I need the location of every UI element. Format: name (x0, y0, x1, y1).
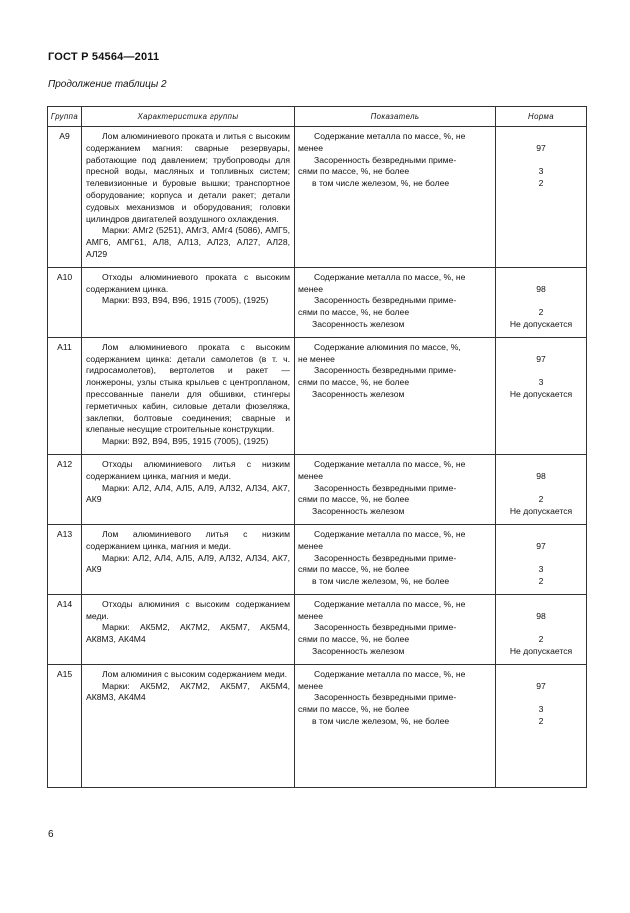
indicator-line: менее (298, 610, 323, 621)
group-description: Лом алюминия с высоким содержанием меди. (102, 668, 288, 679)
indicator-line: Засоренность безвредными приме- (314, 482, 457, 493)
norm-value: 3 (538, 564, 544, 575)
indicator-line: Засоренность железом (312, 506, 405, 517)
table-header-row (48, 107, 587, 127)
characteristic-cell (82, 594, 295, 664)
indicator-line: сями по массе, %, не более (298, 494, 410, 505)
norm-spacer (496, 459, 586, 471)
table-row (48, 267, 587, 337)
indicator-line: менее (298, 283, 323, 294)
grade-list: Марки: В93, В94, В96, 1915 (7005), (1925) (102, 295, 269, 306)
grade-list: Марки: В92, В94, В95, 1915 (7005), (1925) (102, 436, 269, 447)
norm-value: 2 (538, 178, 544, 189)
group-description: Лом алюминиевого проката и литья с высоким содержанием магния: сварные резервуары, работающие под давлением; трубопроводы для пресной воды, масляных и топливных систем; телевизионные и буровые вышки; транспортное оборудование; корпуса и детали ракет; детали судовых механизмов и оборудования; головки цилиндров двигателей воздушного охлаждения. (86, 131, 290, 224)
norm-spacer (496, 553, 586, 565)
indicator-line: в том числе железом, %, не более (312, 716, 450, 727)
column-header-indicator: Показатель (295, 107, 496, 127)
norm-value: 97 (536, 353, 546, 364)
norm-cell (496, 524, 587, 594)
norm-value: 97 (536, 142, 546, 153)
norm-cell (496, 454, 587, 524)
norm-spacer (496, 622, 586, 634)
norm-value: 2 (538, 716, 544, 727)
table-row (48, 524, 587, 594)
norm-value: 2 (538, 307, 544, 318)
indicator-cell (295, 664, 496, 787)
group-cell: А9 (48, 127, 82, 268)
indicator-line: менее (298, 470, 323, 481)
characteristic-cell (82, 337, 295, 454)
norm-value: 3 (538, 704, 544, 715)
indicator-cell (295, 594, 496, 664)
indicator-line: сями по массе, %, не более (298, 166, 410, 177)
table-row (48, 454, 587, 524)
grade-list: Марки: АЛ2, АЛ4, АЛ5, АЛ9, АЛ32, АЛ34, АК7, АК9 (86, 552, 290, 575)
indicator-line: Содержание металла по массе, %, не (314, 271, 466, 282)
norm-value: 2 (538, 634, 544, 645)
norm-spacer (496, 272, 586, 284)
group-cell: А13 (48, 524, 82, 594)
indicator-line: сями по массе, %, не более (298, 564, 410, 575)
norm-cell (496, 337, 587, 454)
table-row (48, 664, 587, 787)
grade-list: Марки: АЛ2, АЛ4, АЛ5, АЛ9, АЛ32, АЛ34, АК7, АК9 (86, 482, 290, 505)
norm-spacer (496, 131, 586, 143)
indicator-cell (295, 524, 496, 594)
norm-value: 2 (538, 494, 544, 505)
norm-spacer (496, 669, 586, 681)
indicator-line: Засоренность железом (312, 318, 405, 329)
norm-value: 98 (536, 283, 546, 294)
characteristic-cell (82, 454, 295, 524)
group-cell: А14 (48, 594, 82, 664)
norm-spacer (496, 365, 586, 377)
norm-spacer (496, 155, 586, 167)
indicator-line: в том числе железом, %, не более (312, 178, 450, 189)
indicator-line: менее (298, 680, 323, 691)
norm-value: Не допускается (509, 388, 573, 399)
indicator-line: Содержание металла по массе, %, не (314, 598, 466, 609)
indicator-cell (295, 337, 496, 454)
column-header-group: Группа (48, 107, 82, 127)
norm-value: 97 (536, 540, 546, 551)
column-header-norm: Норма (496, 107, 587, 127)
table-row (48, 594, 587, 664)
materials-table (47, 106, 587, 788)
group-description: Отходы алюминиевого литья с низким содержанием цинка, магния и меди. (86, 458, 290, 481)
indicator-line: Засоренность безвредными приме- (314, 154, 457, 165)
norm-value: Не допускается (509, 318, 573, 329)
table-row (48, 337, 587, 454)
norm-cell (496, 127, 587, 268)
group-description: Лом алюминиевого литья с низким содержанием цинка, магния и меди. (86, 528, 290, 551)
characteristic-cell (82, 127, 295, 268)
document-header: ГОСТ Р 54564—2011 (48, 51, 160, 63)
norm-cell (496, 267, 587, 337)
indicator-cell (295, 127, 496, 268)
indicator-line: Засоренность безвредными приме- (314, 692, 457, 703)
indicator-line: Засоренность безвредными приме- (314, 622, 457, 633)
norm-value: 3 (538, 166, 544, 177)
norm-spacer (496, 295, 586, 307)
norm-value: 98 (536, 610, 546, 621)
indicator-line: Содержание металла по массе, %, не (314, 528, 466, 539)
indicator-line: в том числе железом, %, не более (312, 576, 450, 587)
indicator-cell (295, 454, 496, 524)
indicator-line: сями по массе, %, не более (298, 377, 410, 388)
indicator-line: Содержание металла по массе, %, не (314, 458, 466, 469)
table-row (48, 127, 587, 268)
characteristic-cell (82, 524, 295, 594)
indicator-line: Засоренность безвредными приме- (314, 552, 457, 563)
grade-list: Марки: АК5М2, АК7М2, АК5М7, АК5М4, АК8М3, АК4М4 (86, 680, 290, 703)
norm-cell (496, 664, 587, 787)
indicator-line: Засоренность железом (312, 646, 405, 657)
norm-value: 97 (536, 680, 546, 691)
norm-spacer (496, 342, 586, 354)
table-caption: Продолжение таблицы 2 (48, 79, 167, 90)
indicator-line: Засоренность железом (312, 388, 405, 399)
indicator-line: сями по массе, %, не более (298, 307, 410, 318)
grade-list: Марки: АМг2 (5251), АМг3, АМг4 (5086), АМГ5, АМГ6, АМГ61, АЛ8, АЛ13, АЛ23, АЛ27, АЛ28, АЛ29 (86, 225, 290, 259)
norm-spacer (496, 529, 586, 541)
norm-value: 3 (538, 377, 544, 388)
indicator-line: Содержание металла по массе, %, не (314, 668, 466, 679)
indicator-line: сями по массе, %, не более (298, 704, 410, 715)
norm-cell (496, 594, 587, 664)
group-description: Отходы алюминиевого проката с высоким содержанием цинка. (86, 271, 290, 294)
group-cell: А11 (48, 337, 82, 454)
indicator-line: Содержание алюминия по массе, %, (314, 341, 461, 352)
indicator-line: менее (298, 142, 323, 153)
group-description: Лом алюминиевого проката с высоким содержанием цинка: детали самолетов (в т. ч. гидросамолетов), вертолетов и ракет — лонжероны, узлы стыка крыльев с центропланом, прессованные панели для обшивки, стингеры герметичных кабин, силовые детали фюзеляжа, заклепки, болтовые соединения; сварные и клепаные несущие строительные конструкции. (86, 341, 290, 435)
norm-value: Не допускается (509, 646, 573, 657)
indicator-line: сями по массе, %, не более (298, 634, 410, 645)
group-cell: А15 (48, 664, 82, 787)
indicator-line: менее (298, 540, 323, 551)
indicator-line: не менее (298, 353, 335, 364)
characteristic-cell (82, 267, 295, 337)
characteristic-cell (82, 664, 295, 787)
indicator-line: Засоренность безвредными приме- (314, 365, 457, 376)
indicator-cell (295, 267, 496, 337)
group-cell: А12 (48, 454, 82, 524)
page-number: 6 (48, 829, 54, 840)
norm-spacer (496, 599, 586, 611)
norm-spacer (496, 483, 586, 495)
group-cell: А10 (48, 267, 82, 337)
group-description: Отходы алюминия с высоким содержанием меди. (86, 598, 290, 621)
indicator-line: Содержание металла по массе, %, не (314, 131, 466, 141)
norm-value: 98 (536, 470, 546, 481)
norm-spacer (496, 692, 586, 704)
column-header-characteristic: Характеристика группы (82, 107, 295, 127)
indicator-line: Засоренность безвредными приме- (314, 295, 457, 306)
norm-value: 2 (538, 576, 544, 587)
grade-list: Марки: АК5М2, АК7М2, АК5М7, АК5М4, АК8М3, АК4М4 (86, 622, 290, 645)
norm-value: Не допускается (509, 506, 573, 517)
